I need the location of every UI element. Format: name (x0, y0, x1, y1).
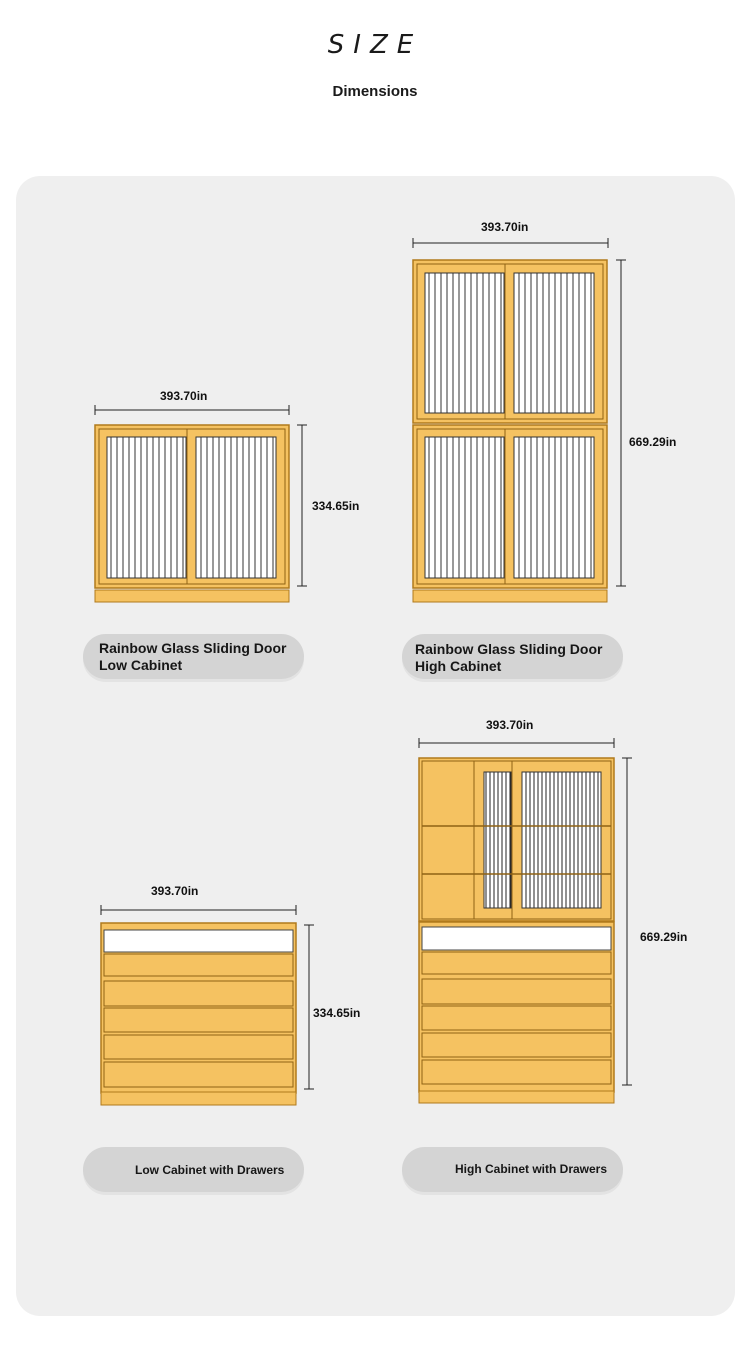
high-sliding-cabinet-name-line2: High Cabinet (415, 658, 502, 674)
page-title: SIZE (327, 30, 423, 60)
low-drawer-height-label: 334.65in (313, 1006, 361, 1020)
high-sliding-cabinet-name-line1: Rainbow Glass Sliding Door (415, 641, 603, 657)
low-sliding-width-label: 393.70in (160, 389, 208, 403)
low-sliding-cabinet-name-line2: Low Cabinet (99, 657, 183, 673)
low-sliding-cabinet-drawing (95, 405, 307, 602)
low-sliding-cabinet-name (99, 640, 286, 674)
high-drawer-width-label: 393.70in (486, 718, 534, 732)
low-sliding-height-label: 334.65in (312, 499, 360, 513)
low-drawer-cabinet-name: Low Cabinet with Drawers (135, 1163, 285, 1177)
high-drawer-height-label: 669.29in (640, 930, 688, 944)
high-sliding-cabinet-name (415, 641, 602, 675)
high-sliding-cabinet-drawing (413, 238, 626, 602)
low-drawer-cabinet-drawing (101, 905, 314, 1105)
high-sliding-height-label: 669.29in (629, 435, 677, 449)
page-subtitle: Dimensions (332, 83, 418, 100)
high-drawer-cabinet-drawing (419, 738, 632, 1103)
high-drawer-cabinet-name: High Cabinet with Drawers (455, 1162, 608, 1176)
high-sliding-width-label: 393.70in (481, 220, 529, 234)
low-sliding-cabinet-name-line1: Rainbow Glass Sliding Door (99, 640, 287, 656)
low-drawer-width-label: 393.70in (151, 884, 199, 898)
